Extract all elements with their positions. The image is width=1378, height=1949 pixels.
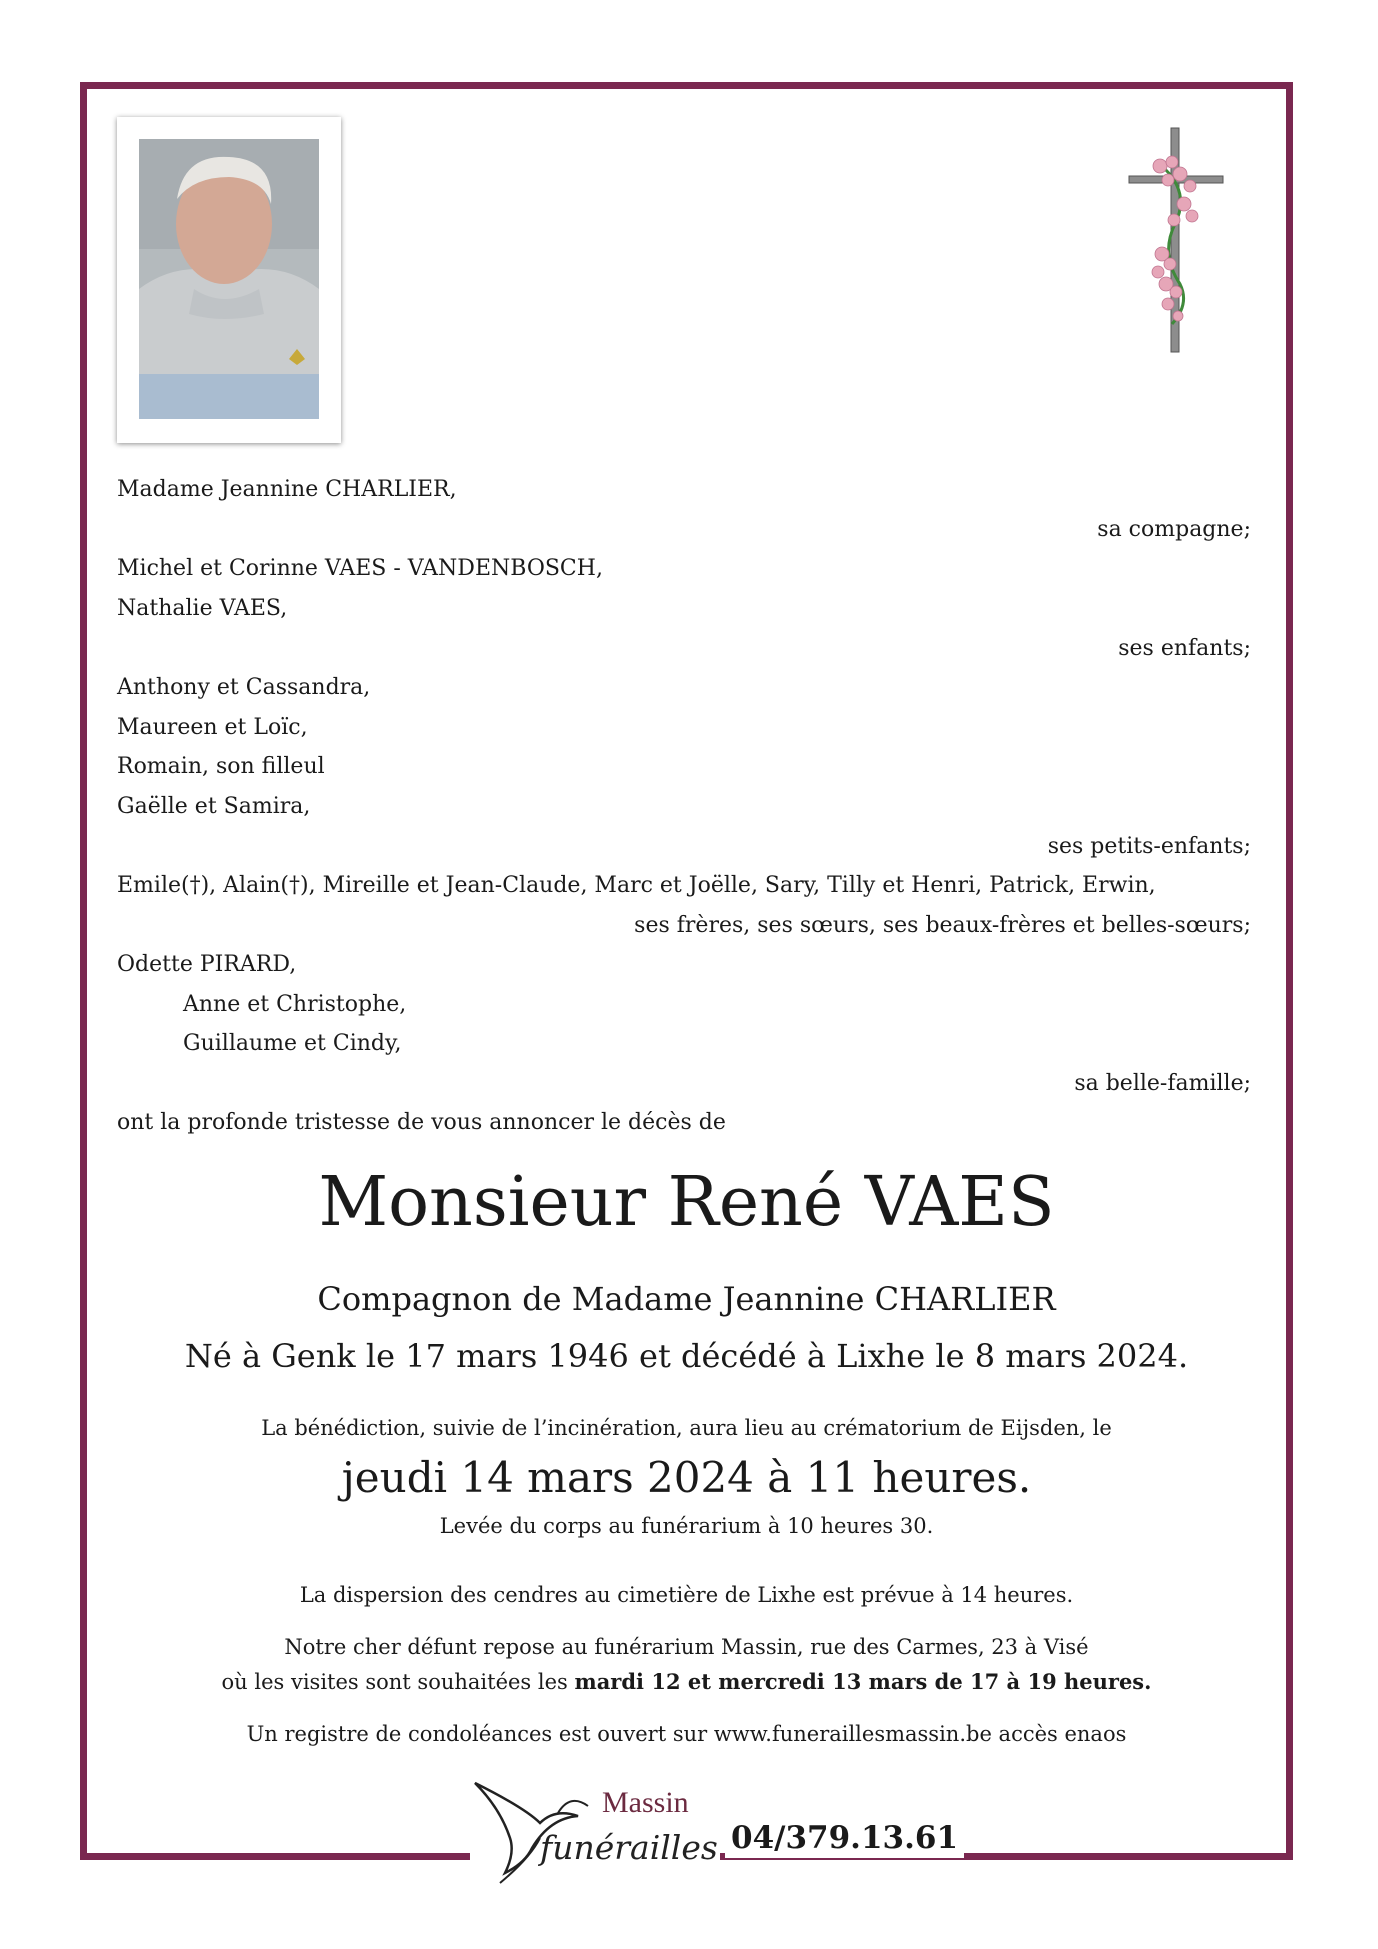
phone-number: 04/379.13.61: [725, 1818, 964, 1858]
logo-script: funérailles: [540, 1828, 718, 1867]
in-law-2: Guillaume et Cindy,: [183, 1031, 402, 1056]
children-role: ses enfants;: [1118, 636, 1251, 661]
birth-death: Né à Genk le 17 mars 1946 et décédé à Lixhe le 8 mars 2024.: [184, 1337, 1189, 1375]
body-removal: Levée du corps au funérarium à 10 heures 30.: [439, 1514, 934, 1538]
visit-times-prefix: où les visites sont souhaitées les: [221, 1670, 575, 1694]
ceremony-date: jeudi 14 mars 2024 à 11 heures.: [341, 1453, 1032, 1502]
grandchild-4: Gaëlle et Samira,: [117, 794, 311, 819]
child-1: Michel et Corinne VAES - VANDENBOSCH,: [117, 556, 603, 581]
grandchild-3: Romain, son filleul: [117, 754, 325, 779]
logo-brand: Massin: [602, 1786, 689, 1819]
siblings-role: ses frères, ses sœurs, ses beaux-frères et belles-sœurs;: [634, 913, 1251, 938]
in-law-head: Odette PIRARD,: [117, 952, 297, 977]
condolence-register: Un registre de condoléances est ouvert sur www.funeraillesmassin.be accès enaos: [246, 1722, 1127, 1746]
portrait-photo: [117, 117, 341, 443]
funerarium-location: Notre cher défunt repose au funérarium Massin, rue des Carmes, 23 à Visé: [284, 1635, 1089, 1659]
child-2: Nathalie VAES,: [117, 596, 288, 621]
partner-name: Madame Jeannine CHARLIER,: [117, 477, 457, 502]
siblings-list: Emile(†), Alain(†), Mireille et Jean-Claude, Marc et Joëlle, Sary, Tilly et Henri, Patrick, Erwin,: [117, 873, 1156, 898]
announcement: ont la profonde tristesse de vous annoncer le décès de: [117, 1110, 726, 1135]
massin-logo: [470, 1778, 720, 1903]
ashes-dispersion: La dispersion des cendres au cimetière de Lixhe est prévue à 14 heures.: [299, 1583, 1074, 1607]
grandchild-1: Anthony et Cassandra,: [117, 675, 371, 700]
cross-with-flowers-icon: [1120, 124, 1230, 354]
ceremony-intro: La bénédiction, suivie de l’incinération, aura lieu au crématorium de Eijsden, le: [261, 1416, 1112, 1440]
deceased-name: Monsieur René VAES: [318, 1163, 1055, 1242]
deceased-relation: Compagnon de Madame Jeannine CHARLIER: [317, 1280, 1056, 1318]
visit-times-dates: mardi 12 et mercredi 13 mars de 17 à 19 heures.: [574, 1669, 1152, 1694]
in-laws-role: sa belle-famille;: [1074, 1071, 1251, 1096]
partner-role: sa compagne;: [1097, 517, 1251, 542]
visit-times: [80, 1668, 1293, 1696]
grandchildren-role: ses petits-enfants;: [1047, 834, 1251, 859]
grandchild-2: Maureen et Loïc,: [117, 715, 308, 740]
in-law-1: Anne et Christophe,: [183, 992, 407, 1017]
